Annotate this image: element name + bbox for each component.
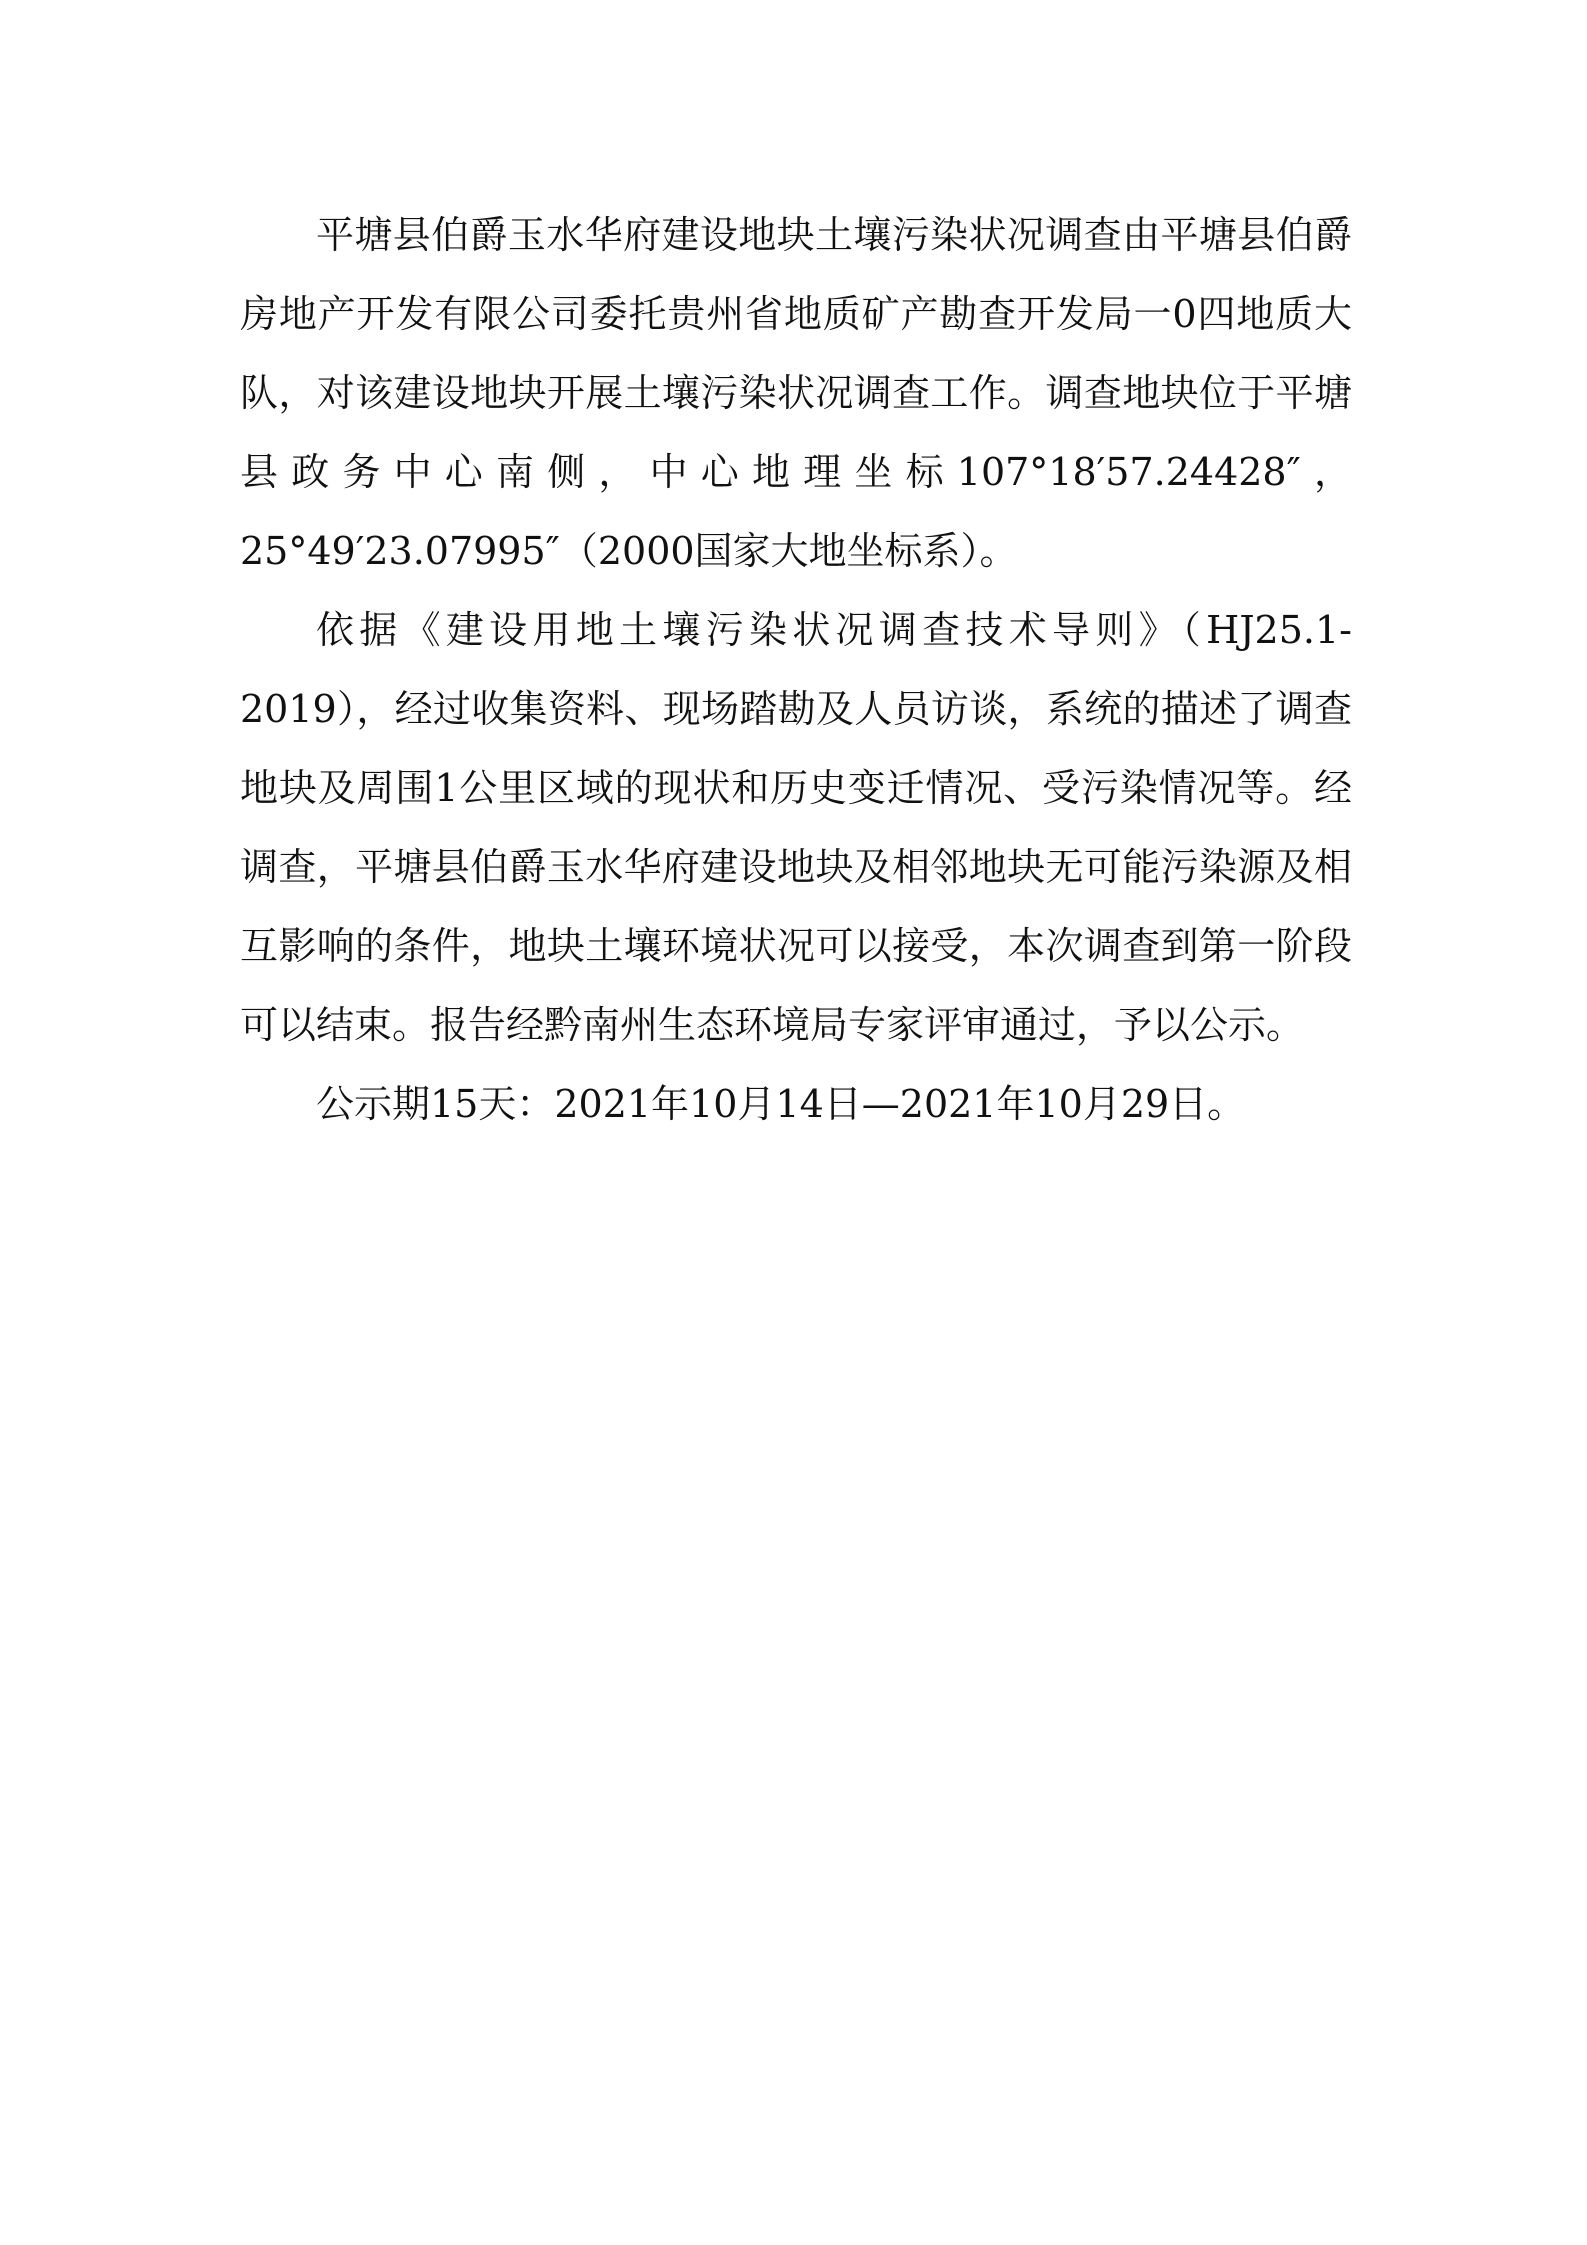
paragraph-publicity-period: 公示期15天：2021年10月14日—2021年10月29日。 [316, 1082, 1246, 1126]
paragraph-survey-conclusion: 依据《建设用地土壤污染状况调查技术导则》（HJ25.1-2019），经过收集资料、现场踏勘及人员访谈，系统的描述了调查地块及周围1公里区域的现状和历史变迁情况、受污染情况等。经调查，平塘县伯爵玉水华府建设地块及相邻地块无可能污染源及相互影响的条件，地块土壤环境状况可以接受，本次调查到第一阶段可以结束。报告经黔南州生态环境局专家评审通过，予以公示。 [240, 608, 1352, 1047]
document-body [240, 196, 1352, 1144]
paragraph-survey-description: 平塘县伯爵玉水华府建设地块土壤污染状况调查由平塘县伯爵房地产开发有限公司委托贵州省地质矿产勘查开发局一0四地质大队，对该建设地块开展土壤污染状况调查工作。调查地块位于平塘县政务中心南侧，中心地理坐标107°18′57.24428″，25°49′23.07995″（2000国家大地坐标系）。 [240, 213, 1352, 573]
